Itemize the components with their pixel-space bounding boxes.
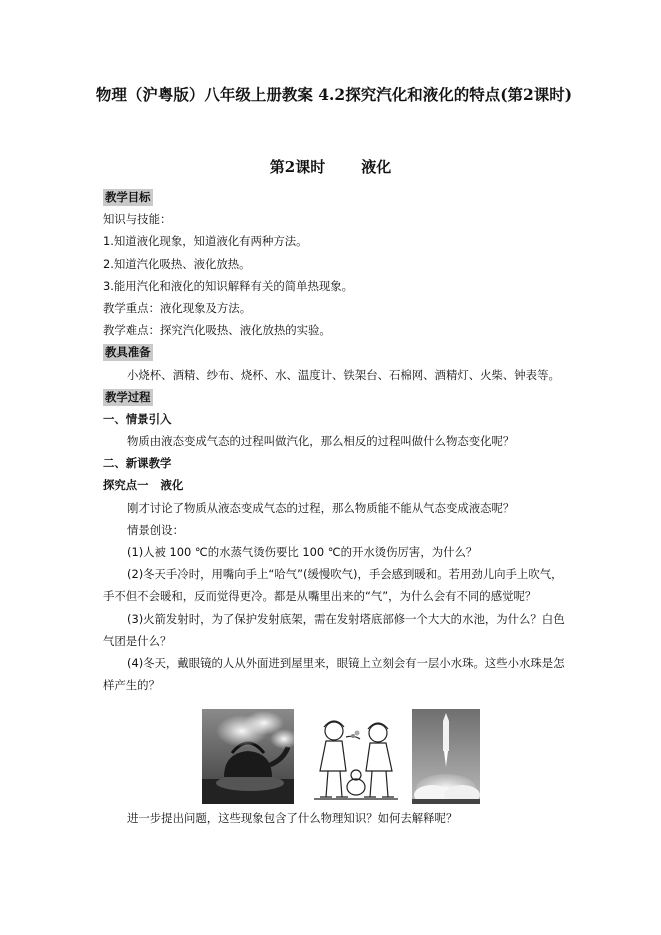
goal-2: 2.知道汽化吸热、液化放热。 [103, 256, 251, 271]
intro-heading: 一、情景引入 [103, 411, 172, 426]
explore-point-heading [103, 474, 565, 496]
tools-heading: 教具准备 [105, 345, 151, 360]
goals-heading: 教学目标 [105, 190, 151, 204]
goal-1: 1.知道液化现象，知道液化有两种方法。 [103, 234, 308, 249]
lesson-body [103, 186, 565, 696]
question-3: (3)火箭发射时，为了保护发射底架，需在发射塔底部修一个大大的水池，为什么？白色气团是什么？ [103, 611, 565, 648]
knowledge-label: 知识与技能： [103, 212, 172, 227]
lesson-topic: 液化 [361, 158, 392, 176]
kettle-steam-photo [202, 709, 294, 804]
process-heading: 教学过程 [105, 389, 151, 404]
question-lead: 刚才讨论了物质从液态变成气态的过程，那么物质能不能从气态变成液态呢？ [127, 500, 515, 515]
explore-label: 探究点一 [103, 478, 149, 493]
illustration-row [0, 709, 661, 804]
new-lesson-heading: 二、新课教学 [103, 456, 172, 471]
scene-label: 情景创设： [127, 522, 184, 537]
tools-text: 小烧杯、酒精、纱布、烧杯、水、温度计、铁架台、石棉网、酒精灯、火柴、钟表等。 [127, 367, 560, 382]
goal-3: 3.能用汽化和液化的知识解释有关的简单热现象。 [103, 278, 354, 293]
rocket-launch-photo [412, 709, 480, 804]
key-point: 教学重点：液化现象及方法。 [103, 300, 252, 315]
explore-topic: 液化 [160, 478, 184, 493]
lesson-number: 第2课时 [269, 158, 326, 176]
closing-question [103, 807, 565, 829]
intro-text: 物质由液态变成气态的过程叫做汽化，那么相反的过程叫做什么物态变化呢？ [127, 434, 515, 449]
closing-text: 进一步提出问题，这些现象包含了什么物理知识？如何去解释呢？ [127, 811, 458, 825]
question-1: (1)人被 100 ℃的水蒸气烫伤要比 100 ℃的开水烫伤厉害，为什么？ [127, 545, 478, 559]
question-4: (4)冬天，戴眼镜的人从外面进到屋里来，眼镜上立刻会有一层小水珠。这些小水珠是怎样产生的？ [103, 656, 565, 693]
lesson-subtitle [0, 156, 661, 177]
difficulty: 教学难点：探究汽化吸热、液化放热的实验。 [103, 323, 331, 338]
children-winter-sketch [306, 709, 406, 804]
document-title: 物理（沪粤版）八年级上册教案 4.2探究汽化和液化的特点(第2课时) [95, 85, 573, 104]
question-2: (2)冬天手冷时，用嘴向手上“哈气”(缓慢吹气)，手会感到暖和。若用劲儿向手上吹气，手不但不会暖和，反而觉得更冷。都是从嘴里出来的“气”，为什么会有不同的感觉呢？ [103, 567, 563, 604]
